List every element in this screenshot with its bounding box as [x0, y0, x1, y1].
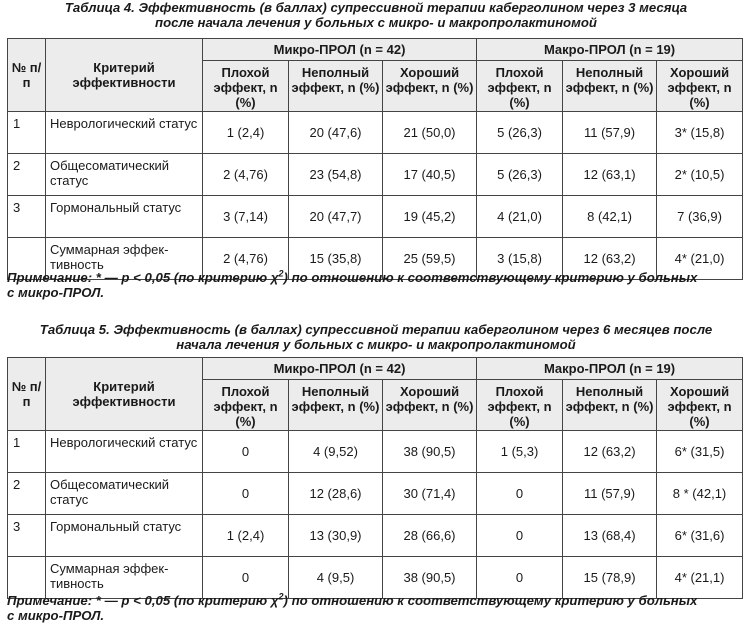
table-cell: 0 [477, 557, 563, 599]
table5-subheader: Плохой эффект, n (%) [477, 380, 563, 431]
table5-subheader: Хороший эффект, n (%) [657, 380, 743, 431]
table-cell: 5 (26,3) [477, 112, 563, 154]
table5-criterion-header: Критерий эффективности [46, 358, 203, 431]
table-cell: 1 (2,4) [203, 112, 289, 154]
row-number: 1 [8, 431, 46, 473]
table5-subheader: Плохой эффект, n (%) [203, 380, 289, 431]
table-cell: 38 (90,5) [383, 431, 477, 473]
row-number: 1 [8, 112, 46, 154]
table5-subheader: Неполный эффект, n (%) [289, 380, 383, 431]
table5-caption [0, 322, 752, 352]
table-cell: 2 (4,76) [203, 238, 289, 280]
table4-macro-group-header: Макро-ПРОЛ (n = 19) [477, 39, 743, 61]
table4-subheader: Хороший эффект, n (%) [657, 61, 743, 112]
table5-subheader: Неполный эффект, n (%) [563, 380, 657, 431]
table-cell: 13 (30,9) [289, 515, 383, 557]
table-cell: 0 [477, 515, 563, 557]
table4-caption [0, 0, 752, 30]
table4-subheader: Плохой эффект, n (%) [477, 61, 563, 112]
table4-num-header: № п/п [8, 39, 46, 112]
table5-note [7, 593, 742, 623]
table-cell: 4 (21,0) [477, 196, 563, 238]
table4-subheader: Неполный эффект, n (%) [563, 61, 657, 112]
table-cell: 17 (40,5) [383, 154, 477, 196]
table-cell: 7 (36,9) [657, 196, 743, 238]
table4-criterion-header: Критерий эффективности [46, 39, 203, 112]
table4-subheader: Хороший эффект, n (%) [383, 61, 477, 112]
table4-note-line2: с микро-ПРОЛ. [7, 285, 105, 300]
table-cell: 0 [203, 473, 289, 515]
table4-subheader: Неполный эффект, n (%) [289, 61, 383, 112]
row-criterion: Общесоматический статус [46, 473, 203, 515]
table4-note-text-b: ) по отношению к соответствующему критерию у больных [283, 270, 698, 285]
table-cell: 4* (21,0) [657, 238, 743, 280]
table5-num-header: № п/п [8, 358, 46, 431]
row-criterion: Общесоматический статус [46, 154, 203, 196]
table4-caption-line2: после начала лечения у больных с микро- и макропролактиномой [155, 15, 597, 30]
table5-note-text-b: ) по отношению к соответствующему критерию у больных [283, 593, 698, 608]
row-criterion: Гормональный статус [46, 196, 203, 238]
table5-header-row-groups [8, 358, 743, 380]
table-cell: 1 (5,3) [477, 431, 563, 473]
table4-header-row-groups [8, 39, 743, 61]
table-cell: 0 [203, 557, 289, 599]
table-row [8, 431, 743, 473]
table-cell: 15 (35,8) [289, 238, 383, 280]
row-criterion: Гормональный статус [46, 515, 203, 557]
table5-note-line2: с микро-ПРОЛ. [7, 608, 105, 623]
table-row [8, 154, 743, 196]
row-number: 2 [8, 473, 46, 515]
table-cell: 3* (15,8) [657, 112, 743, 154]
table5-note-text-a: Примечание: * — p < 0,05 (по критерию χ [7, 593, 279, 608]
table-cell: 0 [477, 473, 563, 515]
table4 [7, 38, 743, 280]
table-cell: 38 (90,5) [383, 557, 477, 599]
row-criterion: Неврологический статус [46, 112, 203, 154]
table-cell: 1 (2,4) [203, 515, 289, 557]
row-criterion: Суммарная эффек- тивность [46, 238, 203, 280]
table-cell: 8 * (42,1) [657, 473, 743, 515]
table-cell: 12 (28,6) [289, 473, 383, 515]
row-number: 3 [8, 515, 46, 557]
table-cell: 6* (31,5) [657, 431, 743, 473]
table-cell: 25 (59,5) [383, 238, 477, 280]
table-cell: 19 (45,2) [383, 196, 477, 238]
table5-caption-line2: начала лечения у больных с микро- и макропролактиномой [176, 337, 576, 352]
table-cell: 20 (47,6) [289, 112, 383, 154]
table-cell: 8 (42,1) [563, 196, 657, 238]
table-row [8, 515, 743, 557]
table4-note [7, 270, 742, 300]
table5-caption-line1: Таблица 5. Эффективность (в баллах) супрессивной терапии каберголином через 6 месяцев после [39, 322, 713, 337]
table-cell: 12 (63,2) [563, 431, 657, 473]
table-row [8, 196, 743, 238]
table-cell: 12 (63,1) [563, 154, 657, 196]
table5 [7, 357, 743, 599]
table-cell: 4 (9,5) [289, 557, 383, 599]
row-criterion: Суммарная эффек- тивность [46, 557, 203, 599]
table-cell: 2* (10,5) [657, 154, 743, 196]
table-cell: 11 (57,9) [563, 112, 657, 154]
table4-caption-line1: Таблица 4. Эффективность (в баллах) супрессивной терапии каберголином через 3 месяца [64, 0, 688, 15]
table-cell: 2 (4,76) [203, 154, 289, 196]
table5-subheader: Хороший эффект, n (%) [383, 380, 477, 431]
table-cell: 3 (15,8) [477, 238, 563, 280]
table-cell: 28 (66,6) [383, 515, 477, 557]
table5-note-sup: 2 [278, 591, 284, 602]
table5-macro-group-header: Макро-ПРОЛ (n = 19) [477, 358, 743, 380]
table-cell: 0 [203, 431, 289, 473]
table4-note-sup: 2 [278, 268, 284, 279]
table-cell: 30 (71,4) [383, 473, 477, 515]
table-cell: 21 (50,0) [383, 112, 477, 154]
table4-micro-group-header: Микро-ПРОЛ (n = 42) [203, 39, 477, 61]
row-criterion: Неврологический статус [46, 431, 203, 473]
table-cell: 11 (57,9) [563, 473, 657, 515]
row-number: 3 [8, 196, 46, 238]
table-cell: 12 (63,2) [563, 238, 657, 280]
table-row [8, 112, 743, 154]
table5-micro-group-header: Микро-ПРОЛ (n = 42) [203, 358, 477, 380]
table-cell: 20 (47,7) [289, 196, 383, 238]
table-cell: 6* (31,6) [657, 515, 743, 557]
table-cell: 4 (9,52) [289, 431, 383, 473]
table4-subheader: Плохой эффект, n (%) [203, 61, 289, 112]
table4-note-text-a: Примечание: * — p < 0,05 (по критерию χ [7, 270, 279, 285]
table-cell: 3 (7,14) [203, 196, 289, 238]
table-cell: 13 (68,4) [563, 515, 657, 557]
table-cell: 15 (78,9) [563, 557, 657, 599]
table-row [8, 473, 743, 515]
table-cell: 5 (26,3) [477, 154, 563, 196]
table-cell: 23 (54,8) [289, 154, 383, 196]
table-cell: 4* (21,1) [657, 557, 743, 599]
row-number: 2 [8, 154, 46, 196]
